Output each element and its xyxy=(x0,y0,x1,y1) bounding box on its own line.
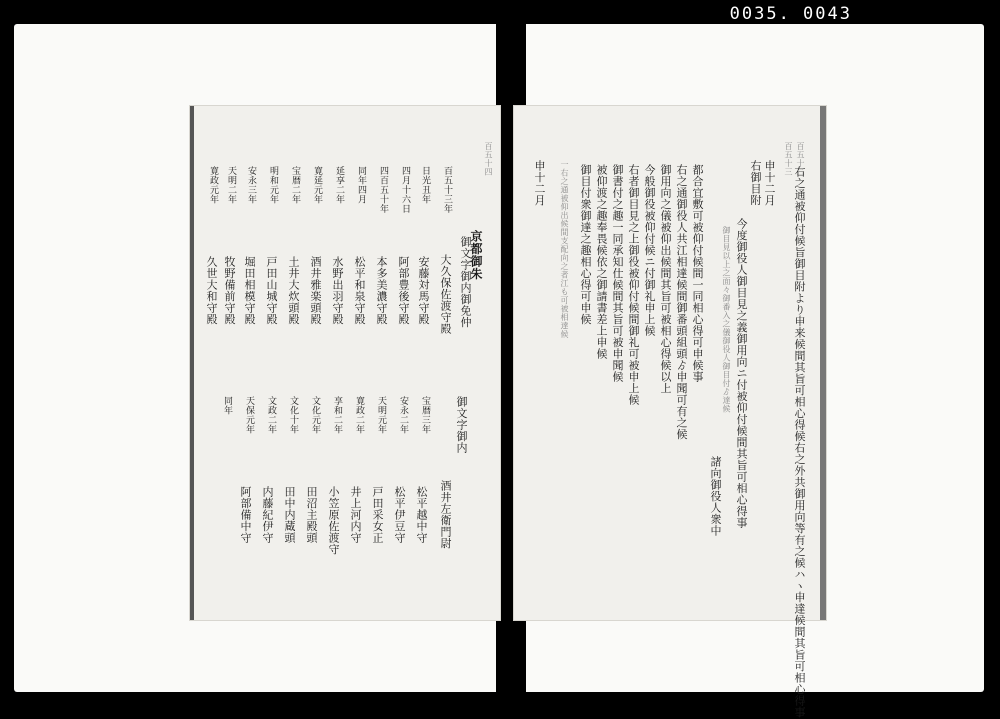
left-heading: 京都御朱 xyxy=(469,230,483,280)
lower-date: 天明元年 xyxy=(376,396,386,434)
text-column: 今度御役人御目見之義御用向ニ付被仰付候間其旨可相心得事 xyxy=(735,218,748,529)
upper-name: 堀田相模守殿 xyxy=(243,256,256,325)
lower-date: 文化元年 xyxy=(310,396,320,434)
text-column: 御用向之儀被仰出候間其旨可被相心得候以上 xyxy=(659,164,672,394)
text-column: 被仰渡之趣奉畏候依之御請書差上申候 xyxy=(595,164,608,360)
left-page-mark: 百五十四 xyxy=(484,142,493,176)
left-subheading-upper: 御文字御内御免仲 xyxy=(459,236,472,328)
lower-date: 同年 xyxy=(222,396,232,415)
upper-name: 久世大和守殿 xyxy=(205,256,218,325)
left-manuscript-page xyxy=(190,106,500,620)
lower-name: 田沼主殿頭 xyxy=(305,486,318,544)
upper-name: 牧野備前守殿 xyxy=(223,256,236,325)
lower-name: 酒井左衛門尉 xyxy=(439,480,452,549)
lower-date: 享和二年 xyxy=(332,396,342,434)
upper-name: 戸田山城守殿 xyxy=(265,256,278,325)
lower-date: 天保元年 xyxy=(244,396,254,434)
text-column: 申十二月 xyxy=(763,160,776,206)
upper-date: 天明二年 xyxy=(226,166,236,204)
right-manuscript-page xyxy=(514,106,826,718)
lower-name: 田中内蔵頭 xyxy=(283,486,296,544)
upper-date: 寛政元年 xyxy=(208,166,218,204)
upper-name: 阿部豊後守殿 xyxy=(397,256,410,325)
lower-name: 松平伊豆守 xyxy=(393,486,406,544)
lower-date: 文政二年 xyxy=(266,396,276,434)
text-column: 右之通被仰付候旨御目附より申来候間其旨可相心得候右之外共御用向等有之候ハヽ申達候間其旨可相心得事 xyxy=(793,166,806,718)
lower-name: 内藤紀伊守 xyxy=(261,486,274,544)
text-column: 今般御役被仰付候ニ付御礼申上候 xyxy=(643,164,656,337)
lower-name: 井上河内守 xyxy=(349,486,362,544)
text-column: 右御目附 xyxy=(749,160,762,206)
upper-name: 酒井雅楽頭殿 xyxy=(309,256,322,325)
lower-date: 安永二年 xyxy=(398,396,408,434)
lower-date: 寛政二年 xyxy=(354,396,364,434)
microfilm-frame-number: 0035. 0043 xyxy=(729,4,852,24)
upper-date: 四月十六日 xyxy=(400,166,410,214)
text-column: 右者御目見之上御役被仰付候間御礼可被申上候 xyxy=(627,164,640,406)
upper-date: 安永三年 xyxy=(246,166,256,204)
lower-name: 阿部備中守 xyxy=(239,486,252,544)
text-column: 右之通御役人共江相達候間御番頭組頭ゟ申聞可有之候 xyxy=(675,164,688,440)
upper-name: 土井大炊頭殿 xyxy=(287,256,300,325)
upper-name: 松平和泉守殿 xyxy=(353,256,366,325)
left-subheading-lower: 御文字御内 xyxy=(455,396,468,454)
text-column: 諸向御役人衆中 xyxy=(709,456,722,537)
upper-name: 水野出羽守殿 xyxy=(331,256,344,325)
lower-name: 戸田采女正 xyxy=(371,486,384,544)
upper-date: 宝暦二年 xyxy=(290,166,300,204)
lower-name: 松平越中守 xyxy=(415,486,428,544)
text-column: 申十二月 xyxy=(533,160,546,206)
text-column: 御目見以上之面々御番入之儀御役人御目付ゟ達候 xyxy=(722,226,731,413)
lower-date: 文化十年 xyxy=(288,396,298,434)
upper-name: 安藤対馬守殿 xyxy=(417,256,430,325)
upper-date: 延享二年 xyxy=(334,166,344,204)
lower-name: 小笠原佐渡守 xyxy=(327,486,340,555)
upper-name: 本多美濃守殿 xyxy=(375,256,388,325)
upper-date: 明和元年 xyxy=(268,166,278,204)
right-page-mark: 百五十三 xyxy=(784,142,793,176)
upper-date: 百五十三年 xyxy=(442,166,452,214)
text-column: 一右之通被仰出候間支配向之者江も可被相達候 xyxy=(560,160,569,339)
upper-date: 四百五十年 xyxy=(378,166,388,214)
right-page-mark: 百五十二 xyxy=(796,142,805,176)
lower-date: 宝暦三年 xyxy=(420,396,430,434)
upper-name: 大久保佐渡守殿 xyxy=(439,254,452,335)
text-column: 御目付衆御達之趣相心得可申候 xyxy=(579,164,592,325)
text-column: 都合宜敷可被仰付候間一同相心得可申候事 xyxy=(691,164,704,383)
upper-date: 寛延元年 xyxy=(312,166,322,204)
upper-date: 同年四月 xyxy=(356,166,366,204)
text-column: 御書付之趣一同承知仕候間其旨可被申聞候 xyxy=(611,164,624,383)
upper-date: 日光丑年 xyxy=(420,166,430,204)
